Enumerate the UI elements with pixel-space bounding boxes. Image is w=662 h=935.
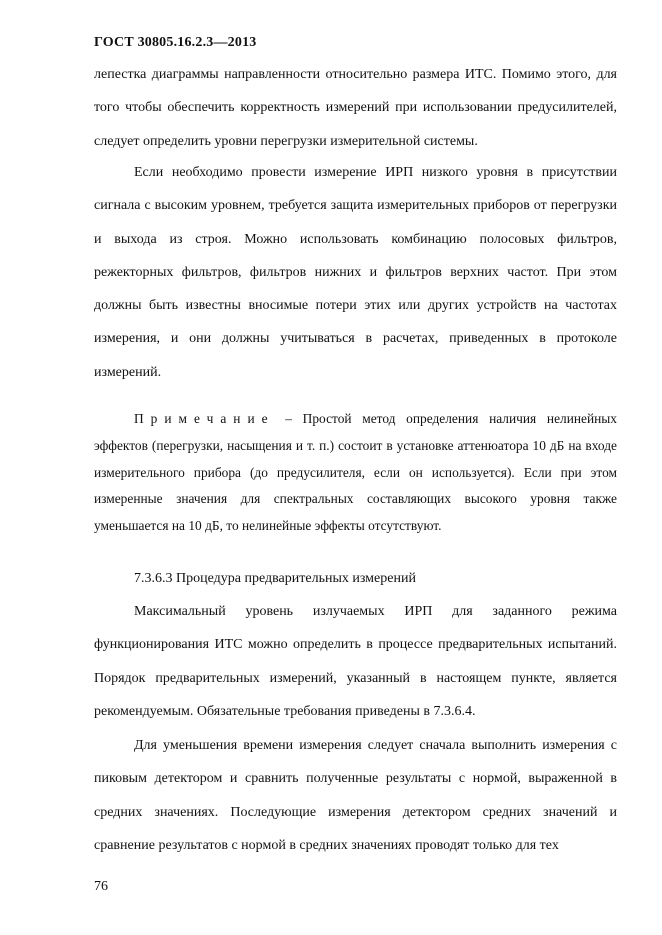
note-block: [94, 406, 617, 540]
paragraph-preliminary-measurements: Максимальный уровень излучаемых ИРП для заданного режима функционирования ИТС можно определить в процессе предварительных испытаний. Порядок предварительных измерений, указанный в настоящем пункте, является рекомендуемым. Обязательные требования приведены в 7.3.6.4.: [94, 604, 617, 719]
paragraph-measurement-time: Для уменьшения времени измерения следует сначала выполнить измерения с пиковым детектором и сравнить полученные результаты с нормой, выраженной в средних значениях. Последующие измерения детектором средних значений и сравнение результатов с нормой в средних значениях проводят только для тех: [94, 738, 617, 853]
document-header: ГОСТ 30805.16.2.3—2013: [94, 35, 257, 50]
paragraph-continuation: лепестка диаграммы направленности относительно размера ИТС. Помимо этого, для того чтобы обеспечить корректность измерений при использовании предусилителей, следует определить уровни перегрузки измерительной системы.: [94, 67, 617, 149]
note-label: Примечание: [134, 411, 275, 426]
note-text: – Простой метод определения наличия нелинейных эффектов (перегрузки, насыщения и т. п.) состоит в установке аттенюатора 10 дБ на входе измерительного прибора (до предусилителя, если он используется). Если при этом измеренные значения для спектральных составляющих высокого уровня также уменьшается на 10 дБ, то нелинейные эффекты отсутствуют.: [94, 411, 617, 534]
paragraph-overload-protection: Если необходимо провести измерение ИРП низкого уровня в присутствии сигнала с высоким уровнем, требуется защита измерительных приборов от перегрузки и выхода из строя. Можно использовать комбинацию полосовых фильтров, режекторных фильтров, фильтров нижних и фильтров верхних частот. При этом должны быть известны вносимые потери этих или других устройств на частотах измерения, и они должны учитываться в расчетах, приведенных в протоколе измерений.: [94, 165, 617, 380]
page-number: 76: [94, 879, 108, 894]
section-heading: 7.3.6.3 Процедура предварительных измерений: [134, 571, 416, 586]
